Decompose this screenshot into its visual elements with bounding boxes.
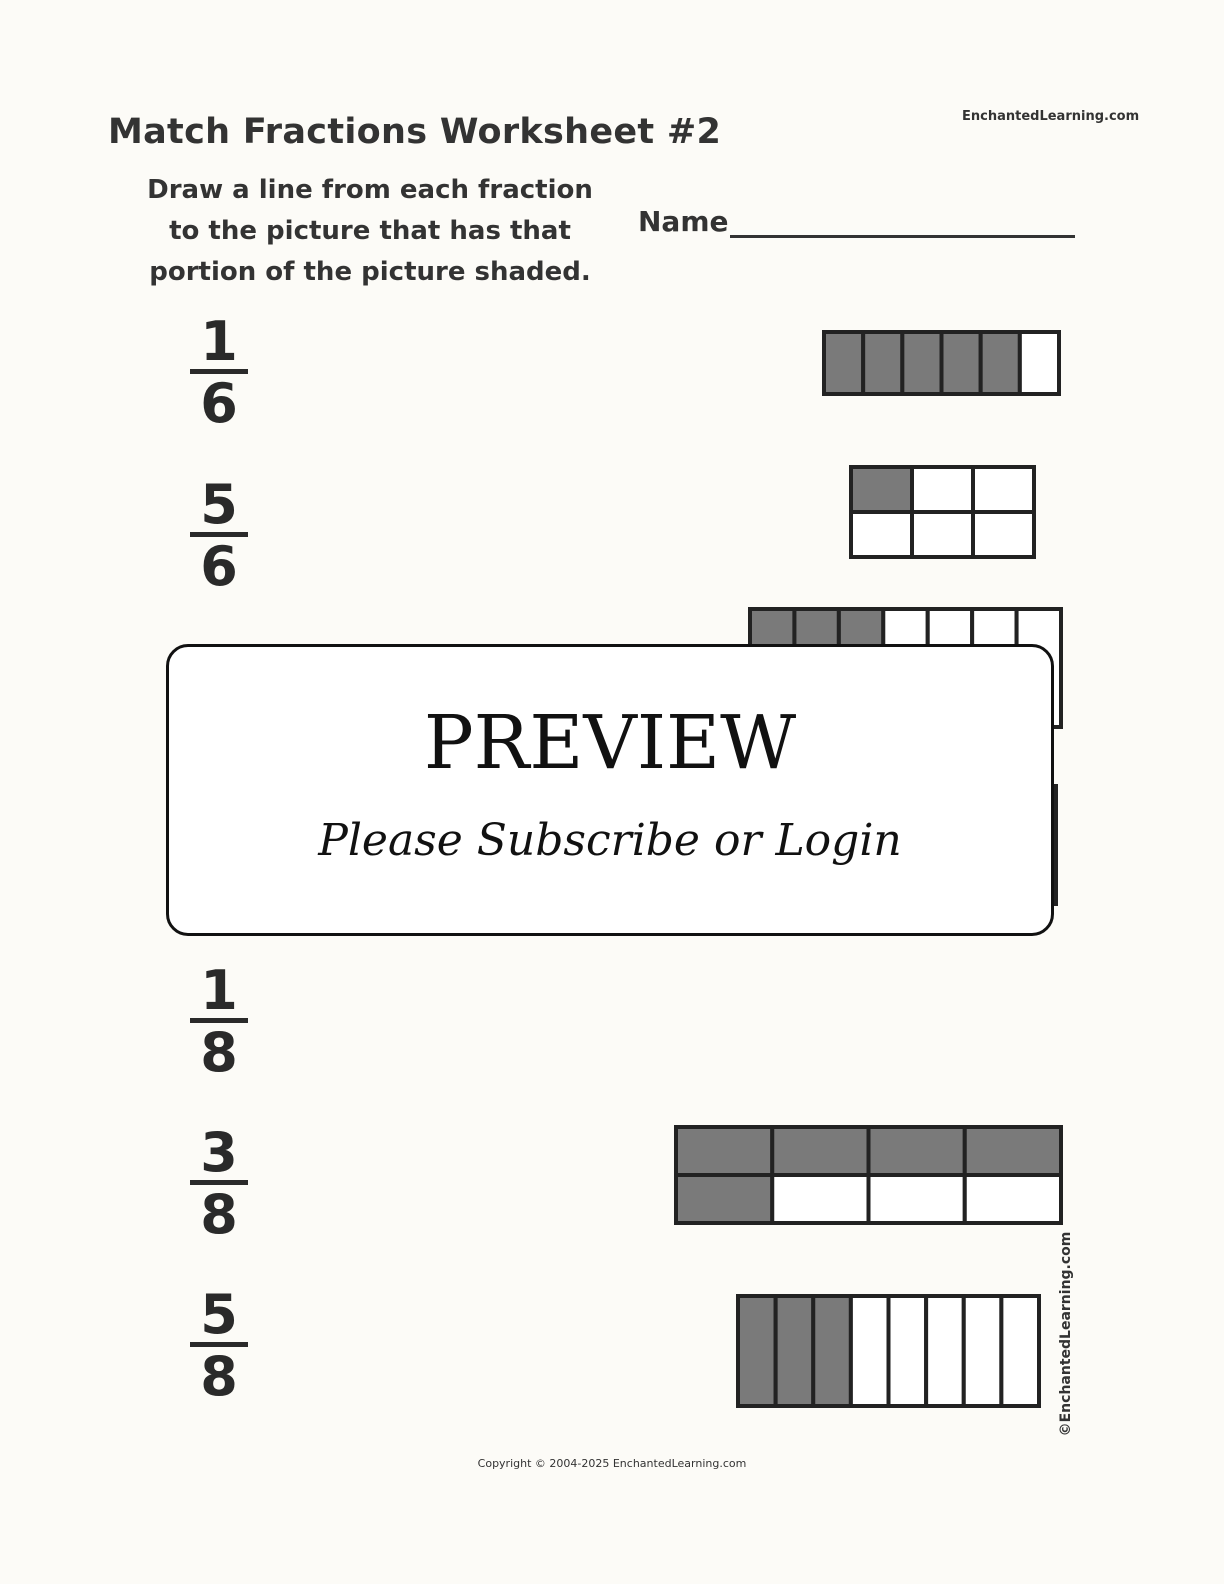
unshaded-cell xyxy=(964,1296,1002,1406)
unshaded-cell xyxy=(1001,1296,1039,1406)
shaded-cell xyxy=(738,1296,776,1406)
site-label[interactable]: EnchantedLearning.com xyxy=(962,109,1140,124)
preview-overlay[interactable] xyxy=(166,644,1054,936)
shaded-cell xyxy=(863,332,902,394)
name-label: Name xyxy=(638,205,729,238)
unshaded-cell xyxy=(973,467,1034,512)
unshaded-cell xyxy=(973,512,1034,557)
fraction-numerator: 1 xyxy=(200,310,238,373)
shaded-cell xyxy=(776,1296,814,1406)
fraction-denominator: 6 xyxy=(200,372,238,435)
fraction-numerator: 3 xyxy=(200,1121,238,1184)
fraction-picture-6 xyxy=(738,1296,1039,1406)
shaded-cell xyxy=(981,332,1020,394)
unshaded-cell xyxy=(912,467,973,512)
unshaded-cell xyxy=(869,1175,965,1223)
unshaded-cell xyxy=(965,1175,1061,1223)
unshaded-cell xyxy=(1020,332,1059,394)
fraction-denominator: 6 xyxy=(200,535,238,598)
shaded-cell xyxy=(942,332,981,394)
fraction-denominator: 8 xyxy=(200,1345,238,1408)
shaded-cell xyxy=(965,1127,1061,1175)
copyright: Copyright © 2004-2025 EnchantedLearning.com xyxy=(477,1457,747,1470)
shaded-cell xyxy=(824,332,863,394)
vertical-watermark xyxy=(1058,1231,1074,1437)
vertical-watermark-text: ©EnchantedLearning.com xyxy=(1058,1231,1074,1437)
instructions-line-1: Draw a line from each fraction xyxy=(147,175,593,205)
shaded-cell xyxy=(813,1296,851,1406)
preview-title: PREVIEW xyxy=(423,700,797,786)
worksheet-title: Match Fractions Worksheet #2 xyxy=(108,112,722,152)
unshaded-cell xyxy=(851,1296,889,1406)
unshaded-cell xyxy=(926,1296,964,1406)
instructions-line-3: portion of the picture shaded. xyxy=(149,257,591,287)
unshaded-cell xyxy=(912,512,973,557)
fraction-denominator: 8 xyxy=(200,1021,238,1084)
shaded-cell xyxy=(851,467,912,512)
shaded-cell xyxy=(772,1127,868,1175)
preview-subtitle[interactable]: Please Subscribe or Login xyxy=(318,815,902,866)
instructions-line-2: to the picture that has that xyxy=(169,216,571,246)
fraction-picture-2 xyxy=(851,467,1034,557)
shaded-cell xyxy=(676,1175,772,1223)
fraction-picture-5 xyxy=(676,1127,1061,1223)
fraction-picture-1 xyxy=(824,332,1059,394)
fraction-numerator: 5 xyxy=(200,1283,238,1346)
shaded-cell xyxy=(676,1127,772,1175)
unshaded-cell xyxy=(772,1175,868,1223)
shaded-cell xyxy=(902,332,941,394)
fraction-numerator: 1 xyxy=(200,959,238,1022)
fraction-denominator: 8 xyxy=(200,1183,238,1246)
shaded-cell xyxy=(869,1127,965,1175)
unshaded-cell xyxy=(889,1296,927,1406)
fraction-numerator: 5 xyxy=(200,473,238,536)
unshaded-cell xyxy=(851,512,912,557)
